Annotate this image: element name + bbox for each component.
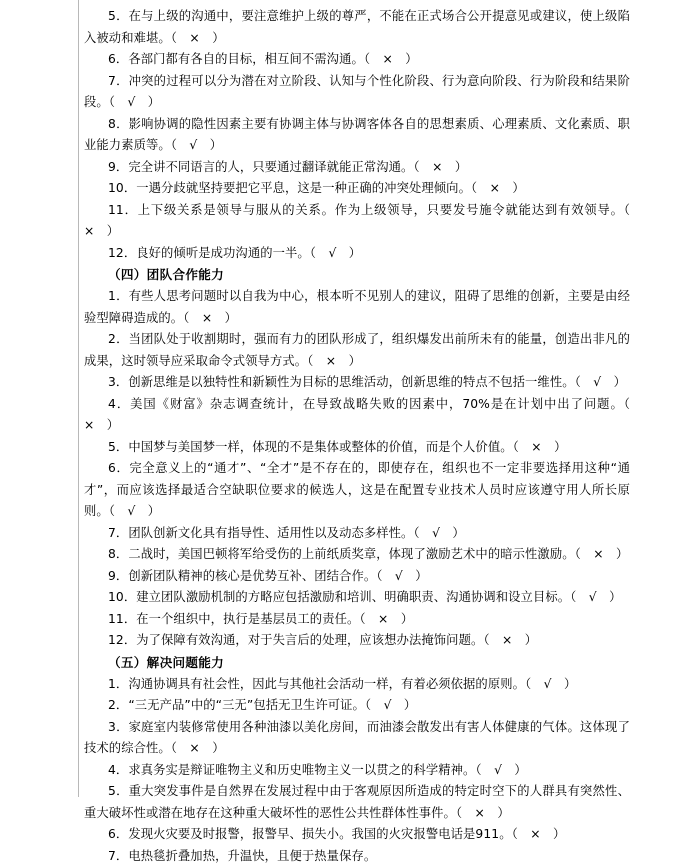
question-item: 5．中国梦与美国梦一样，体现的不是集体或整体的价值，而是个人价值。（ × ） [84, 437, 630, 459]
question-item: 11．上下级关系是领导与服从的关系。作为上级领导，只要发号施令就能达到有效领导。（ × ） [84, 200, 630, 243]
question-item: 6．完全意义上的“通才”、“全才”是不存在的，即使存在，组织也不一定非要选择用这种“通才”，而应该选择最适合空缺职位要求的候选人，这是在配置专业技术人员时应该遵守用人所长原则。（ √ ） [84, 458, 630, 523]
question-item: 6．发现火灾要及时报警，报警早、损失小。我国的火灾报警电话是911。（ × ） [84, 824, 630, 846]
question-item: 9．创新团队精神的核心是优势互补、团结合作。（ √ ） [84, 566, 630, 588]
question-item: 10．一遇分歧就坚持要把它平息，这是一种正确的冲突处理倾向。（ × ） [84, 178, 630, 200]
question-item: 5．重大突发事件是自然界在发展过程中由于客观原因所造成的特定时空下的人群具有突然性、重大破坏性或潜在地存在这种重大破坏性的恶性公共性群体性事件。（ × ） [84, 781, 630, 824]
section-heading: （四）团队合作能力 [84, 264, 630, 286]
question-item: 3．家庭室内装修常使用各种油漆以美化房间，而油漆会散发出有害人体健康的气体。这体现了技术的综合性。（ × ） [84, 717, 630, 760]
question-item: 1．有些人思考问题时以自我为中心，根本听不见别人的建议，阻碍了思维的创新，主要是由经验型障碍造成的。（ × ） [84, 286, 630, 329]
question-item: 2．当团队处于收割期时，强而有力的团队形成了，组织爆发出前所未有的能量，创造出非凡的成果，这时领导应采取命令式领导方式。（ × ） [84, 329, 630, 372]
question-item: 7．冲突的过程可以分为潜在对立阶段、认知与个性化阶段、行为意向阶段、行为阶段和结果阶段。（ √ ） [84, 71, 630, 114]
question-item: 6．各部门都有各自的目标，相互间不需沟通。（ × ） [84, 49, 630, 71]
document-content [84, 6, 630, 867]
question-item: 3．创新思维是以独特性和新颖性为目标的思维活动，创新思维的特点不包括一维性。（ √ ） [84, 372, 630, 394]
question-item: 7．团队创新文化具有指导性、适用性以及动态多样性。（ √ ） [84, 523, 630, 545]
question-item: 7．电热毯折叠加热，升温快，且便于热量保存。 [84, 846, 630, 867]
question-item: 5．在与上级的沟通中，要注意维护上级的尊严，不能在正式场合公开提意见或建议，使上级陷入被动和难堪。（ × ） [84, 6, 630, 49]
question-item: 1．沟通协调具有社会性，因此与其他社会活动一样，有着必须依据的原则。（ √ ） [84, 674, 630, 696]
question-item: 11．在一个组织中，执行是基层员工的责任。（ × ） [84, 609, 630, 631]
question-item: 12．为了保障有效沟通，对于失言后的处理，应该想办法掩饰问题。（ × ） [84, 630, 630, 652]
question-item: 8．影响协调的隐性因素主要有协调主体与协调客体各自的思想素质、心理素质、文化素质、职业能力素质等。（ √ ） [84, 114, 630, 157]
page-margin-rule [78, 0, 79, 797]
question-item: 4．求真务实是辩证唯物主义和历史唯物主义一以贯之的科学精神。（ √ ） [84, 760, 630, 782]
question-item: 10．建立团队激励机制的方略应包括激励和培训、明确职责、沟通协调和设立目标。（ √ ） [84, 587, 630, 609]
question-item: 4．美国《财富》杂志调查统计，在导致战略失败的因素中，70%是在计划中出了问题。（ × ） [84, 394, 630, 437]
question-item: 2．“三无产品”中的“三无”包括无卫生许可证。（ √ ） [84, 695, 630, 717]
question-item: 8．二战时，美国巴顿将军给受伤的上前纸质奖章，体现了激励艺术中的暗示性激励。（ × ） [84, 544, 630, 566]
question-item: 9．完全讲不同语言的人，只要通过翻译就能正常沟通。（ × ） [84, 157, 630, 179]
section-heading: （五）解决问题能力 [84, 652, 630, 674]
question-item: 12．良好的倾听是成功沟通的一半。（ √ ） [84, 243, 630, 265]
